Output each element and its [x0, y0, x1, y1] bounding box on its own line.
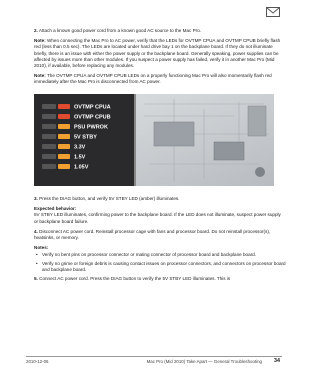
note-2-text: The OVTMP CPUA and OVTMP CPUB LEDs on a properly functioning Mac Pro will also momentarily flash red immediately after the Mac Pro is disconnected from AC power.: [34, 73, 272, 85]
led-indicator-6: [58, 164, 70, 169]
led-indicator-4: [58, 144, 70, 149]
led-indicator-5: [58, 154, 70, 159]
expected-behavior-text: 5V STBY LED illuminates, confirming power to the backplane board. If the LED does not illuminate, suspect power supply or backplane board failure.: [34, 212, 281, 224]
led-label-6: 1.05V: [74, 164, 89, 171]
led-label-5: 1.5V: [74, 154, 86, 161]
step-5: 5. Connect AC power cord. Press the DIAG button to verify the 5V STBY LED illuminates. This is: [34, 276, 231, 282]
led-indicator-2: [58, 124, 70, 129]
step-2: 2. Attach a known good power cord from a known good AC source to the Mac Pro.: [34, 28, 202, 33]
instructions-bottom: [34, 196, 286, 286]
instructions-top: [34, 28, 286, 90]
footer-title: Mac Pro (Mid 2010) Take Apart — General Troubleshooting: [146, 359, 262, 364]
page-number: 34: [274, 358, 280, 364]
expected-behavior-label: Expected behavior:: [34, 206, 77, 212]
led-indicator-1: [58, 114, 70, 119]
step-4: 4. Disconnect AC power cord. Reinstall processor cage with fans and processor board. Do not reinstall processor(s), heatsinks, or memory.: [34, 228, 271, 241]
backplane-led-photo: [34, 94, 274, 186]
footer-divider: [26, 356, 282, 357]
step-3-text: Press the DIAG button, and verify 5V STBY LED (amber) illuminates.: [39, 196, 180, 201]
step-2-text: Attach a known good power cord from a known good AC source to the Mac Pro.: [38, 28, 202, 33]
led-label-1: OVTMP CPUB: [74, 114, 111, 121]
step-4-text: Disconnect AC power cord. Reinstall processor cage with fans and processor board. Do not reinstall processor(s), heatsinks, or memory.: [34, 228, 271, 241]
led-label-4: 3.3V: [74, 144, 86, 151]
led-label-3: 5V STBY: [74, 134, 97, 141]
step-3: 3. Press the DIAG button, and verify 5V STBY LED (amber) illuminates.: [34, 196, 180, 201]
notes-label: Notes:: [34, 245, 49, 251]
note-1-text: When connecting the Mac Pro to AC power, verify that the LEDs for OVTMP CPUA and OVTMP CPUB briefly flash red (less than 0.5 sec). The LEDs are located under hard drive bay 1 on the backplane board. If they do not illuminate briefly, there is an issue with either the power supply or the backplane board. Generally speaking, power supplies can be affected by issues more than other modules. If you suspect a power supply has failed, verify it in another Mac Pro (Mid 2010), if available, before replacing any modules.: [34, 38, 281, 69]
led-label-2: PSU PWROK: [74, 124, 108, 131]
led-label-0: OVTMP CPUA: [74, 104, 111, 111]
notes-item: • Verify no bent pins on processor connector or mating connector of processor board and backplane board.: [42, 252, 286, 258]
footer-date: 2010-12-06: [26, 359, 49, 364]
notes-item: • Verify no grime or foreign debris is causing contact issues on processor connectors, and connectors on processor board and backplane board.: [42, 261, 286, 273]
led-indicator-0: [58, 104, 70, 109]
envelope-icon[interactable]: [266, 7, 280, 17]
note-1: [34, 38, 286, 69]
step-5-text: Connect AC power cord. Press the DIAG button to verify the 5V STBY LED illuminates. This is: [39, 276, 231, 282]
note-2-label: Note:: [34, 73, 46, 79]
led-indicator-3: [58, 134, 70, 139]
note-2: [34, 73, 286, 85]
note-1-label: Note:: [34, 38, 46, 44]
